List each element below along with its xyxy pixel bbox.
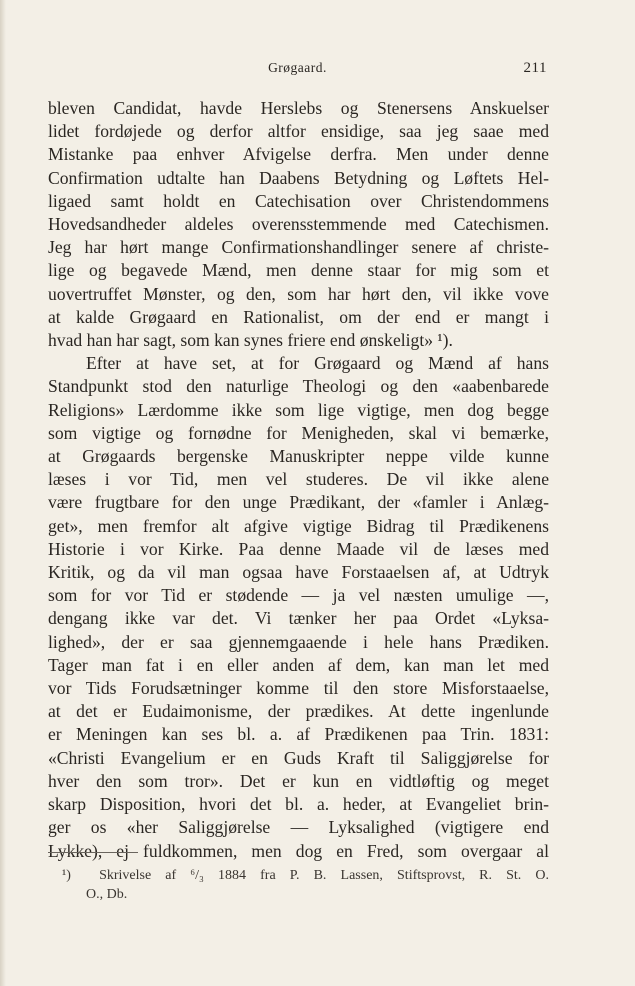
text-line: dengang ikke var det. Vi tænker her paa Ordet «Lyksa- — [48, 608, 549, 629]
page-edge — [0, 0, 6, 986]
text-line: Jeg har hørt mange Confirmationshandlinger senere af christe- — [48, 237, 549, 258]
footnote-line — [62, 866, 550, 885]
text-line: er Meningen kan ses bl. a. af Prædikenen paa Trin. 1831: — [48, 724, 549, 745]
text-line: lighed», der er saa gjennemgaaende i hele hans Prædiken. — [48, 631, 549, 652]
text-line: at Grøgaards bergenske Manuskripter neppe vilde kunne — [48, 446, 549, 467]
footnote-line-2: O., Db. — [86, 887, 128, 902]
text-line: bleven Candidat, havde Herslebs og Stenersens Anskuelser — [48, 98, 549, 118]
text-line: uovertruffet Mønster, og den, som har hørt den, vil ikke vove — [48, 283, 549, 304]
footnote — [62, 866, 550, 904]
text-line: Standpunkt stod den naturlige Theologi og den «aabenbarede — [48, 376, 549, 397]
page-number: 211 — [523, 60, 547, 76]
text-line: «Christi Evangelium er en Guds Kraft til Saliggjørelse for — [48, 747, 549, 768]
text-line: ger os «her Saliggjørelse — Lyksalighed (vigtigere end — [48, 817, 549, 838]
text-line: ligaed samt holdt en Catechisation over Christendommens — [48, 190, 549, 211]
text-line: som vigtige og fornødne for Menigheden, skal vi bemærke, — [48, 422, 549, 443]
footnote-text-1: Skrivelse af ⁶/₃ 1884 fra P. B. Lassen, Stiftsprovst, R. St. O. — [99, 868, 550, 883]
text-line: skarp Disposition, hvori det bl. a. heder, at Evangeliet brin- — [48, 794, 549, 815]
text-line: læses i vor Tid, men vel studeres. De vil ikke alene — [48, 469, 549, 490]
text-line: Confirmation udtalte han Daabens Betydning og Løftets Hel- — [48, 167, 549, 188]
footnote-marker: ¹) — [62, 868, 71, 883]
running-title: Grøgaard. — [268, 60, 327, 75]
text-line: at det er Eudaimonisme, der prædikes. At dette ingenlunde — [48, 701, 549, 722]
text-line: Hovedsandheder aldeles overensstemmende med Catechismen. — [48, 214, 549, 235]
page-header — [48, 60, 547, 80]
text-line: hvad han har sagt, som kan synes friere end ønskeligt» ¹). — [48, 330, 453, 351]
text-line: Historie i vor Kirke. Paa denne Maade vil de læses med — [48, 538, 549, 559]
text-line: Religions» Lærdomme ikke som lige vigtige, men dog begge — [48, 399, 549, 420]
footnote-rule — [48, 852, 138, 853]
text-line: at kalde Grøgaard en Rationalist, om der end er mangt i — [48, 306, 549, 327]
text-line: være frugtbare for den unge Prædikant, der «famler i Anlæg- — [48, 492, 549, 513]
text-line: Mistanke paa enhver Afvigelse derfra. Men under denne — [48, 144, 549, 165]
text-line: lige og begavede Mænd, men denne staar for mig som et — [48, 260, 549, 281]
text-line: Lykke), ej fuldkommen, men dog en Fred, som overgaar al — [48, 840, 549, 861]
text-line: Efter at have set, at for Grøgaard og Mænd af hans — [86, 353, 549, 374]
text-line: Tager man fat i en eller anden af dem, kan man let med — [48, 654, 549, 675]
text-line: Kritik, og da vil man ogsaa have Forstaaelsen af, at Udtryk — [48, 562, 549, 583]
text-line: lidet fordøjede og derfor altfor ensidige, saa jeg saae med — [48, 121, 549, 142]
text-line: som for vor Tid er stødende — ja vel næsten umulige —, — [48, 585, 549, 606]
text-line: hver den som tror». Det er kun en vidtløftig og meget — [48, 770, 549, 791]
text-line: get», men fremfor alt afgive vigtige Bidrag til Prædikenens — [48, 515, 549, 536]
body-text — [48, 97, 549, 863]
text-line: vor Tids Forudsætninger komme til den store Misforstaaelse, — [48, 678, 549, 699]
